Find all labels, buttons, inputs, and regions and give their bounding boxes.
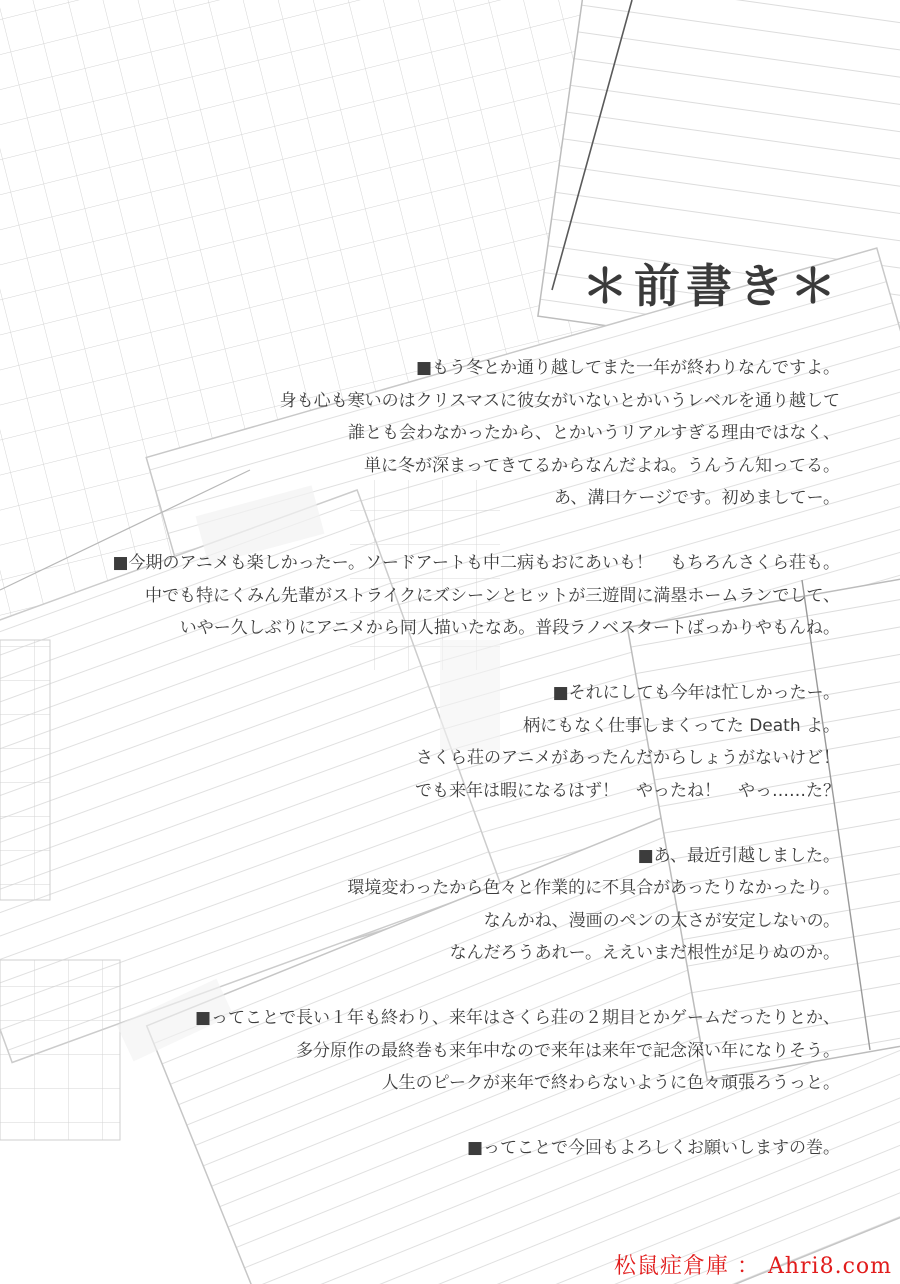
text-line: ■もう冬とか通り越してまた一年が終わりなんですよ。: [415, 358, 840, 378]
paragraph-6: [40, 1132, 840, 1165]
text-line: でも来年は暇になるはず！ やったね！ やっ……た？: [415, 780, 840, 801]
paragraph-3: [40, 677, 840, 807]
text-line: さくら荘のアニメがあったんだからしょうがないけど！: [416, 748, 840, 768]
text-line: ■今期のアニメも楽しかったー。ソードアートも中二病もおにあいも！ もちろんさくら荘も。: [112, 553, 840, 573]
text-line: なんかね、漫画のペンの太さが安定しないの。: [483, 910, 840, 931]
text-line: いやー久しぶりにアニメから同人描いたなあ。普段ラノベスタートばっかりやもんね。: [179, 618, 840, 638]
text-line: 単に冬が深まってきてるからなんだよね。うんうん知ってる。: [364, 455, 840, 476]
foreword-body: [40, 352, 840, 1197]
paragraph-5: [40, 1002, 840, 1100]
text-line: 誰とも会わなかったから、とかいうリアルすぎる理由ではなく、: [348, 423, 840, 443]
page-title: ＊前書き＊: [582, 259, 842, 313]
watermark-text: 松鼠症倉庫 ： Ahri8.com: [613, 1254, 892, 1279]
text-line: 人生のピークが来年で終わらないように色々頑張ろうっと。: [381, 1073, 840, 1093]
paragraph-1: [40, 352, 840, 515]
text-line: 環境変わったから色々と作業的に不具合があったりなかったり。: [347, 878, 840, 898]
text-line: ■あ、最近引越しました。: [637, 845, 840, 866]
text-line: 中でも特にくみん先輩がストライクにズシーンとヒットが三遊間に満塁ホームランでして、: [145, 585, 840, 606]
text-line: あ、溝口ケージです。初めましてー。: [554, 488, 840, 508]
text-line: なんだろうあれー。ええいまだ根性が足りぬのか。: [449, 943, 840, 963]
text-line: 身も心も寒いのはクリスマスに彼女がいないとかいうレベルを通り越して: [279, 390, 840, 411]
text-line: 多分原作の最終巻も来年中なので来年は来年で記念深い年になりそう。: [296, 1040, 840, 1061]
text-line: 柄にもなく仕事しまくってた Death よ。: [523, 715, 840, 736]
paragraph-4: [40, 840, 840, 970]
text-line: ■ってことで長い１年も終わり、来年はさくら荘の２期目とかゲームだったりとか、: [194, 1008, 840, 1028]
text-line: ■それにしても今年は忙しかったー。: [552, 683, 840, 703]
paragraph-2: [40, 547, 840, 645]
text-line: ■ってことで今回もよろしくお願いしますの巻。: [466, 1138, 840, 1158]
